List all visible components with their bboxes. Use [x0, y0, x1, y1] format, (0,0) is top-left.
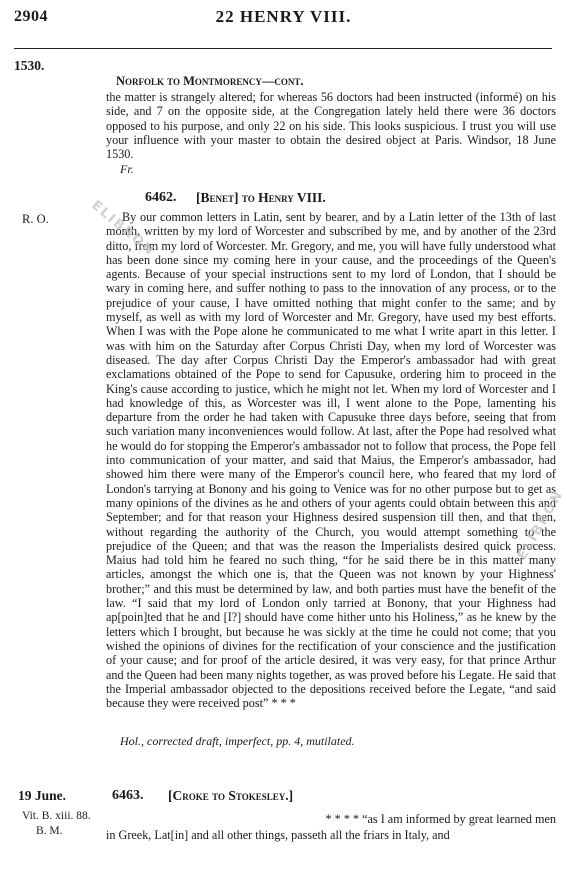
entry-text-6462	[106, 210, 556, 710]
year-marker: 1530.	[14, 58, 45, 73]
watermark-right: ELIBRON	[515, 487, 567, 563]
entry-text-6463-line2	[106, 828, 556, 842]
entry-note-6462: Hol., corrected draft, imperfect, pp. 4, mutilated.	[120, 734, 355, 748]
entry-line-6463-a: * * * * “as I am informed by great learned men	[325, 812, 556, 826]
entry-text-6463-line1	[200, 812, 556, 826]
running-title: 22 HENRY VIII.	[215, 7, 352, 26]
entry-heading-6463: [Croke to Stokesley.]	[168, 788, 294, 803]
continuation-paragraph: the matter is strangely altered; for whereas 56 doctors had been instructed (informé) on his side, and 7 on the opposite side, at the Congregation lately held there were 36 doctors opposed to his purpose, and only 22 on his side. This looks suspicious. I trust you will use your influence with your master to obtain the desired object at Paris. Windsor, 18 June 1530.	[106, 90, 556, 162]
entry-paragraph-6462: By our common letters in Latin, sent by bearer, and by a Latin letter of the 13th of last month, written by my lord of Worcester and subscribed by me, and by another of the 23rd ditto, from my lord of Worcester. Mr. Gregory, and me, you will have fully understood what has been done since my coming here in your cause, and the proceedings of the Queen's agents. Because of your special instructions sent to my lord of London, that I should be wary in coming here, and suffer nothing to pass to the innovation of any process, or to the prejudice of your cause, I have omitted nothing that might confer to the same; and by myself, as well as with my lord of Worcester and Mr. Gregory, have used my best efforts. When I was with the Pope alone he communicated to me what I write apart in this letter. I was with him on the Saturday after Corpus Christi Day, when my lord of Worcester was diseased. The day after Corpus Christi Day the Emperor's ambassador had with great exclamations obtained of the Pope to send for Capusuke, ordering him to proceed in the King's cause according to justice, which he might not let. When my lord of Worcester and I had knowledge of this, as Worcester was ill, I went alone to the Pope, lamenting his departure from the order he had taken with Capusuke three days before, seeing that from such variation many inconveniences would follow. At last, after the Pope had resolved what he would do for stopping the Emperor's ambassador not to follow that process, the Pope fell into communication of your matter, and said that Maius, the Emperor's ambassador, had showed him there were many of the Emperor's council here, who feared that my lord of London's tarrying at Bonony and his going to Venice was for no other purpose but to get as many opinions of the divines as he and others of your agents could obtain between this and September; and for that reason your Highness desired suspension till then, and that then, without regarding the authority of the Church, you would attempt something to the prejudice of the Queen; and that was the reason the Imperialists desired quick process. Maius had told him he feared no such thing, “for he said there be in this matter many articles, amongst the which one is, that the Queen was not known by your Highness' brother;” and this must be determined by law, and both parties must have the benefit of the law. “I said that my lord of London only tarried at Bonony, that your Highness had ap[poin]ted that he and [I?] should have come hither unto his Holiness,” as he knew by the letters which I brought, but because he was sickly at the time he could not come; that you wished the opinions of divines for the rectification of your conscience and the justification of your cause; and for proof of the article desired, it was very easy, for that prince Arthur and the Queen had been many nights together, as was proved before his Legate. He said that the Imperial ambassador objected to the depositions received before the Legate, “and said because they were received post” * * *	[106, 210, 556, 711]
continuation-text	[106, 90, 556, 161]
source-bm: B. M.	[36, 825, 63, 837]
entry-heading-6462: [Benet] to Henry VIII.	[196, 190, 326, 205]
entry-number-6462: 6462.	[145, 190, 177, 205]
continuation-heading: Norfolk to Montmorency—cont.	[116, 74, 304, 88]
page-number: 2904	[14, 8, 48, 25]
header-rule	[14, 48, 552, 49]
watermark-top: ELIBRON	[88, 198, 158, 260]
page-header	[0, 6, 567, 46]
source-vit: Vit. B. xiii. 88.	[22, 810, 91, 822]
source-ro: R. O.	[22, 212, 49, 226]
entry-date-6463: 19 June.	[18, 788, 67, 803]
entry-number-6463: 6463.	[112, 788, 144, 803]
language-note: Fr.	[120, 162, 134, 176]
entry-line-6463-b: in Greek, Lat[in] and all other things, passeth all the friars in Italy, and	[106, 828, 450, 842]
